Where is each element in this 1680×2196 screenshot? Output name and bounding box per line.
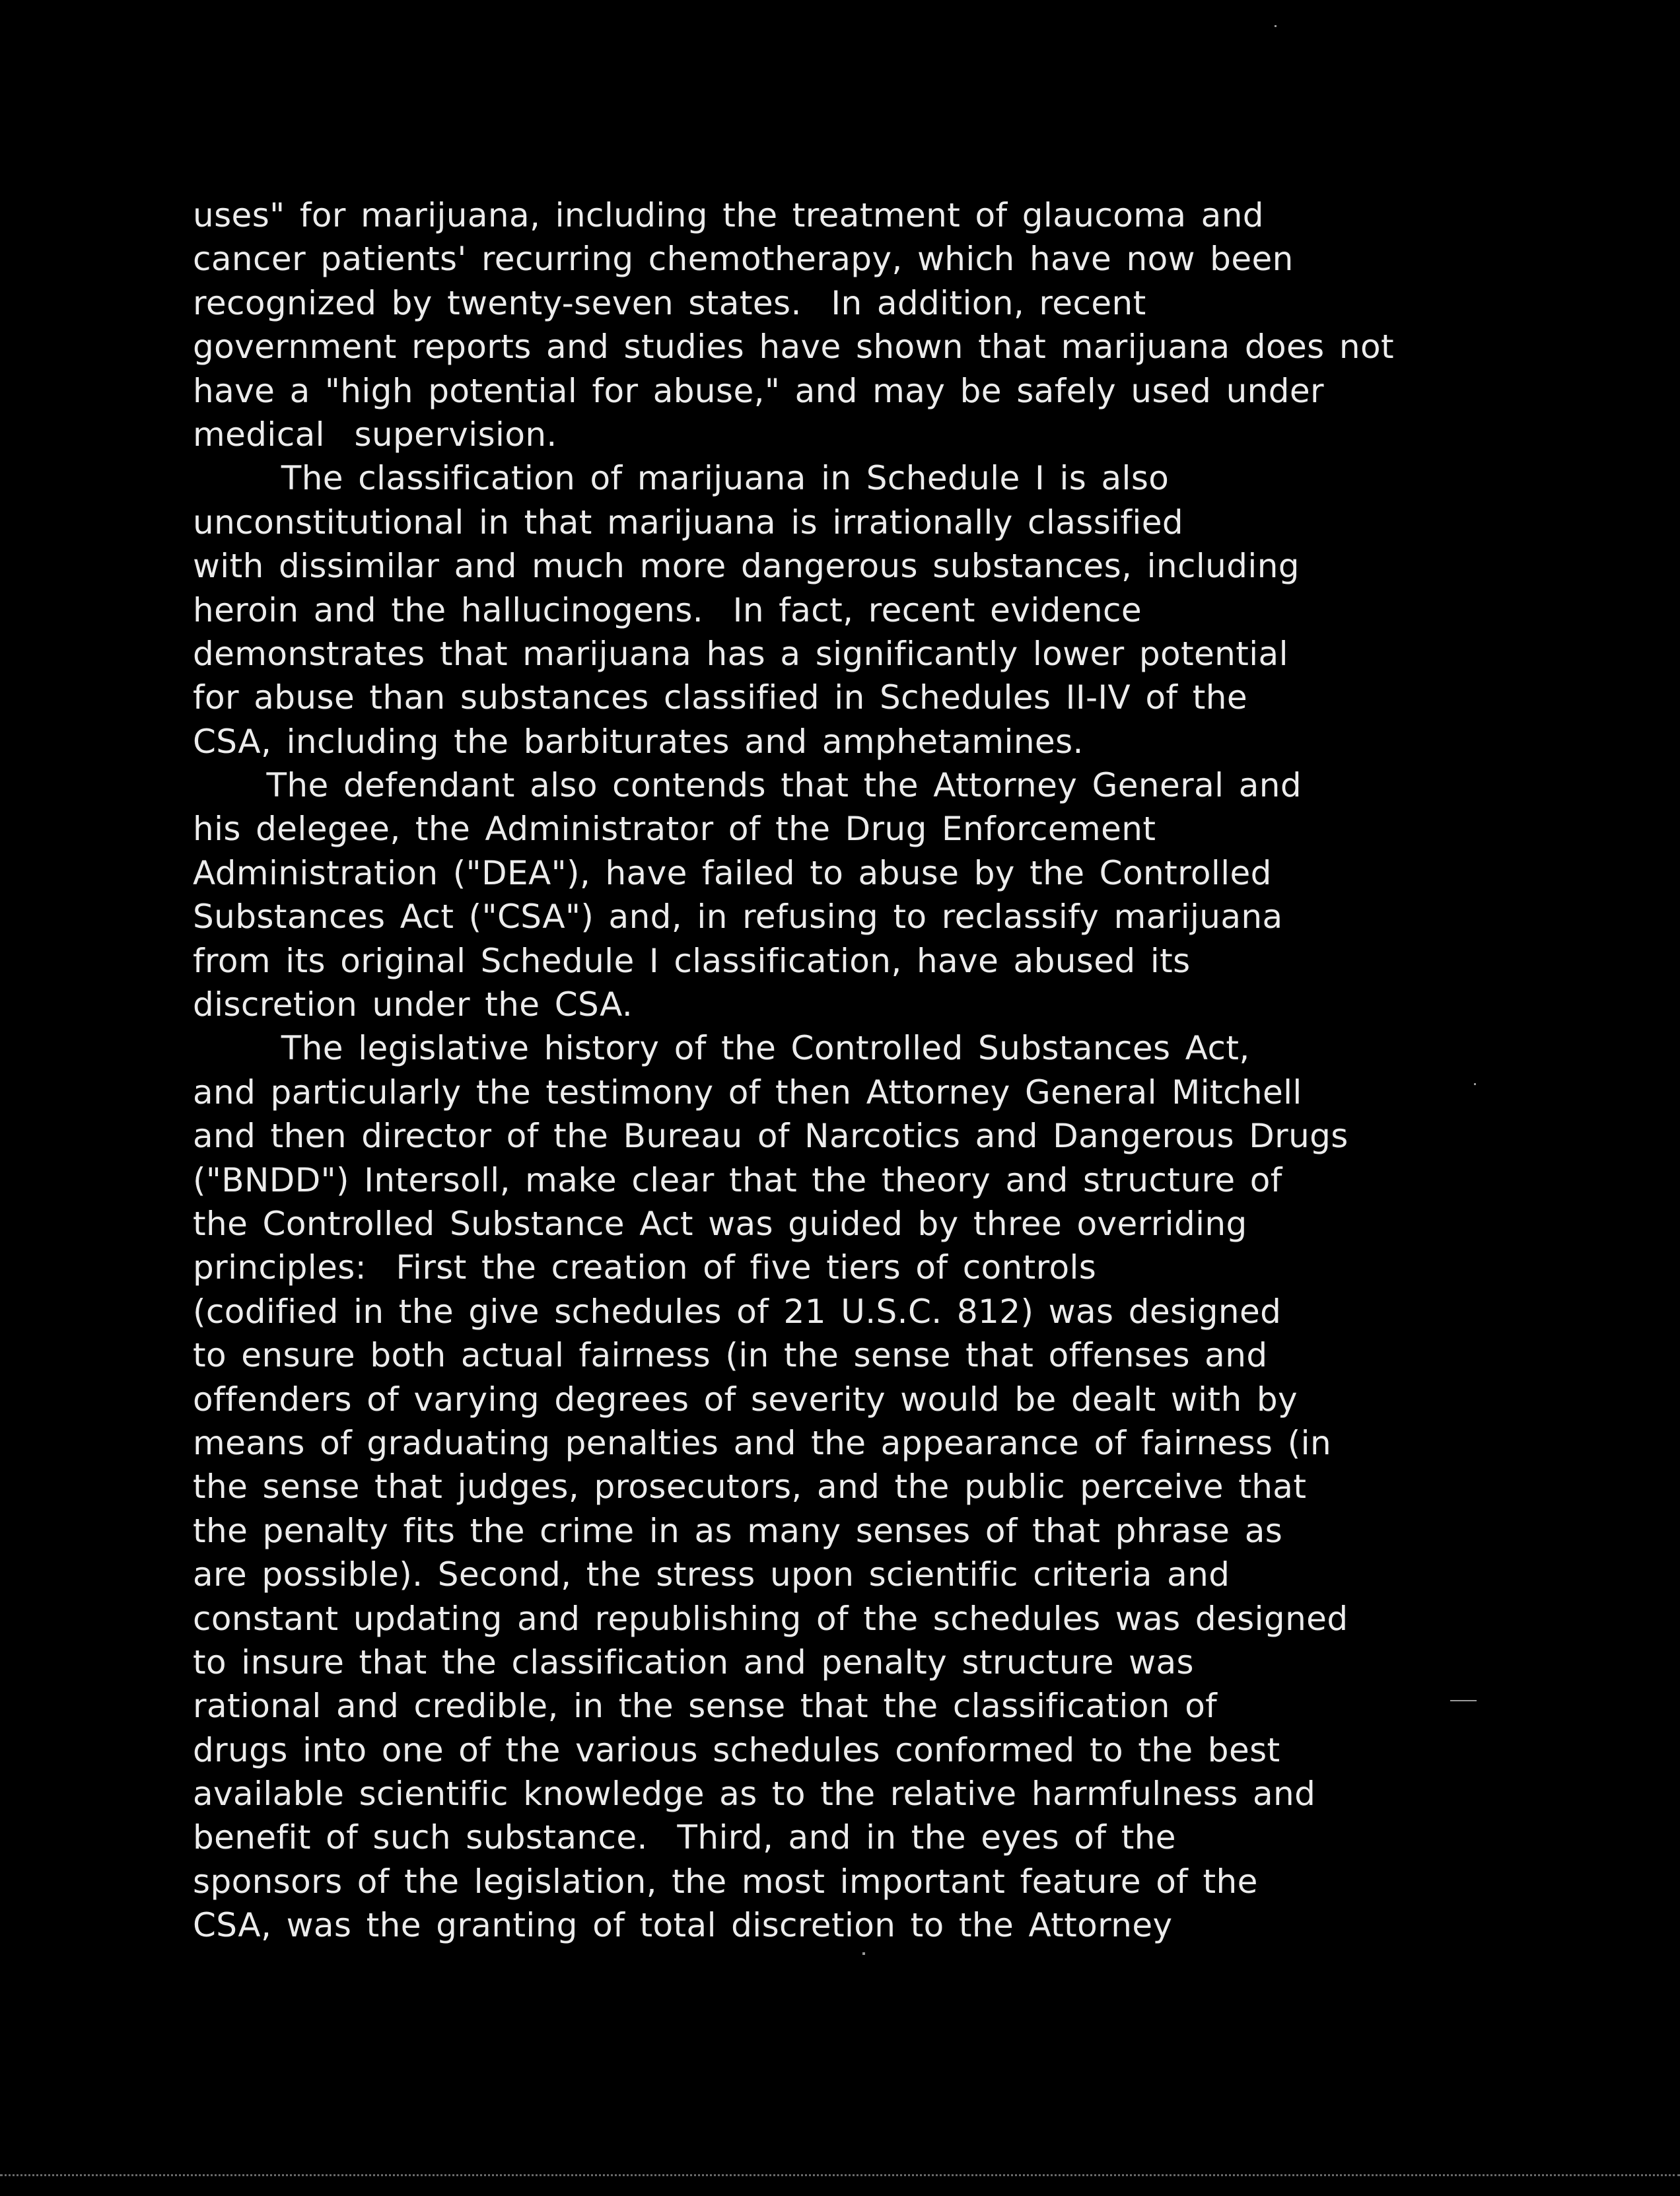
- text-line: his delegee, the Administrator of the Drug Enforcement: [193, 810, 1156, 849]
- text-line: drugs into one of the various schedules conformed to the best: [193, 1730, 1280, 1769]
- text-line: rational and credible, in the sense that the classification of: [193, 1687, 1218, 1726]
- scan-speck: [862, 1952, 865, 1955]
- text-line: heroin and the hallucinogens. In fact, recent evidence: [193, 590, 1142, 629]
- text-line: available scientific knowledge as to the relative harmfulness and: [193, 1775, 1316, 1814]
- body-text: [193, 194, 1619, 1948]
- text-line: Substances Act ("CSA") and, in refusing to reclassify marijuana: [193, 898, 1283, 937]
- text-line: recognized by twenty-seven states. In addition, recent: [193, 283, 1146, 322]
- text-line: for abuse than substances classified in Schedules II-IV of the: [193, 678, 1247, 717]
- text-line: The classification of marijuana in Schedule I is also: [193, 459, 1170, 498]
- scan-speck: [1275, 25, 1277, 27]
- text-line: from its original Schedule I classification, have abused its: [193, 941, 1191, 980]
- text-line: uses" for marijuana, including the treatment of glaucoma and: [193, 196, 1264, 234]
- text-line: constant updating and republishing of the schedules was designed: [193, 1599, 1348, 1638]
- text-line: demonstrates that marijuana has a significantly lower potential: [193, 634, 1288, 673]
- text-line: sponsors of the legislation, the most important feature of the: [193, 1862, 1258, 1901]
- text-line: (codified in the give schedules of 21 U.S.C. 812) was designed: [193, 1292, 1282, 1331]
- text-line: cancer patients' recurring chemotherapy, which have now been: [193, 240, 1294, 279]
- text-line: means of graduating penalties and the appearance of fairness (in: [193, 1423, 1332, 1462]
- text-line: The defendant also contends that the Attorney General and: [193, 766, 1302, 805]
- text-line: The legislative history of the Controlled Substances Act,: [193, 1029, 1250, 1068]
- text-line: ("BNDD") Intersoll, make clear that the theory and structure of: [193, 1160, 1282, 1199]
- text-line: and then director of the Bureau of Narcotics and Dangerous Drugs: [193, 1117, 1348, 1156]
- text-line: CSA, including the barbiturates and amphetamines.: [193, 722, 1084, 761]
- text-line: government reports and studies have shown that marijuana does not: [193, 328, 1394, 367]
- text-line: principles: First the creation of five tiers of controls: [193, 1248, 1097, 1287]
- text-line: benefit of such substance. Third, and in the eyes of the: [193, 1818, 1176, 1857]
- text-line: to ensure both actual fairness (in the sense that offenses and: [193, 1336, 1268, 1375]
- text-line: CSA, was the granting of total discretion to the Attorney: [193, 1906, 1173, 1945]
- text-line: with dissimilar and much more dangerous substances, including: [193, 547, 1300, 586]
- text-line: unconstitutional in that marijuana is irrationally classified: [193, 503, 1184, 542]
- text-line: are possible). Second, the stress upon scientific criteria and: [193, 1555, 1230, 1594]
- text-line: offenders of varying degrees of severity would be dealt with by: [193, 1380, 1298, 1419]
- scan-speck: [1474, 1083, 1476, 1085]
- text-line: the sense that judges, prosecutors, and the public perceive that: [193, 1468, 1307, 1506]
- scan-edge-rule: [0, 2174, 1680, 2176]
- text-line: the Controlled Substance Act was guided by three overriding: [193, 1204, 1247, 1243]
- text-line: to insure that the classification and penalty structure was: [193, 1643, 1194, 1682]
- text-line: Administration ("DEA"), have failed to abuse by the Controlled: [193, 853, 1272, 892]
- text-line: the penalty fits the crime in as many senses of that phrase as: [193, 1511, 1283, 1550]
- text-line: medical supervision.: [193, 415, 557, 454]
- scan-speck: [1450, 1700, 1477, 1701]
- text-line: discretion under the CSA.: [193, 985, 633, 1024]
- text-line: and particularly the testimony of then Attorney General Mitchell: [193, 1073, 1302, 1112]
- text-line: have a "high potential for abuse," and may be safely used under: [193, 371, 1325, 410]
